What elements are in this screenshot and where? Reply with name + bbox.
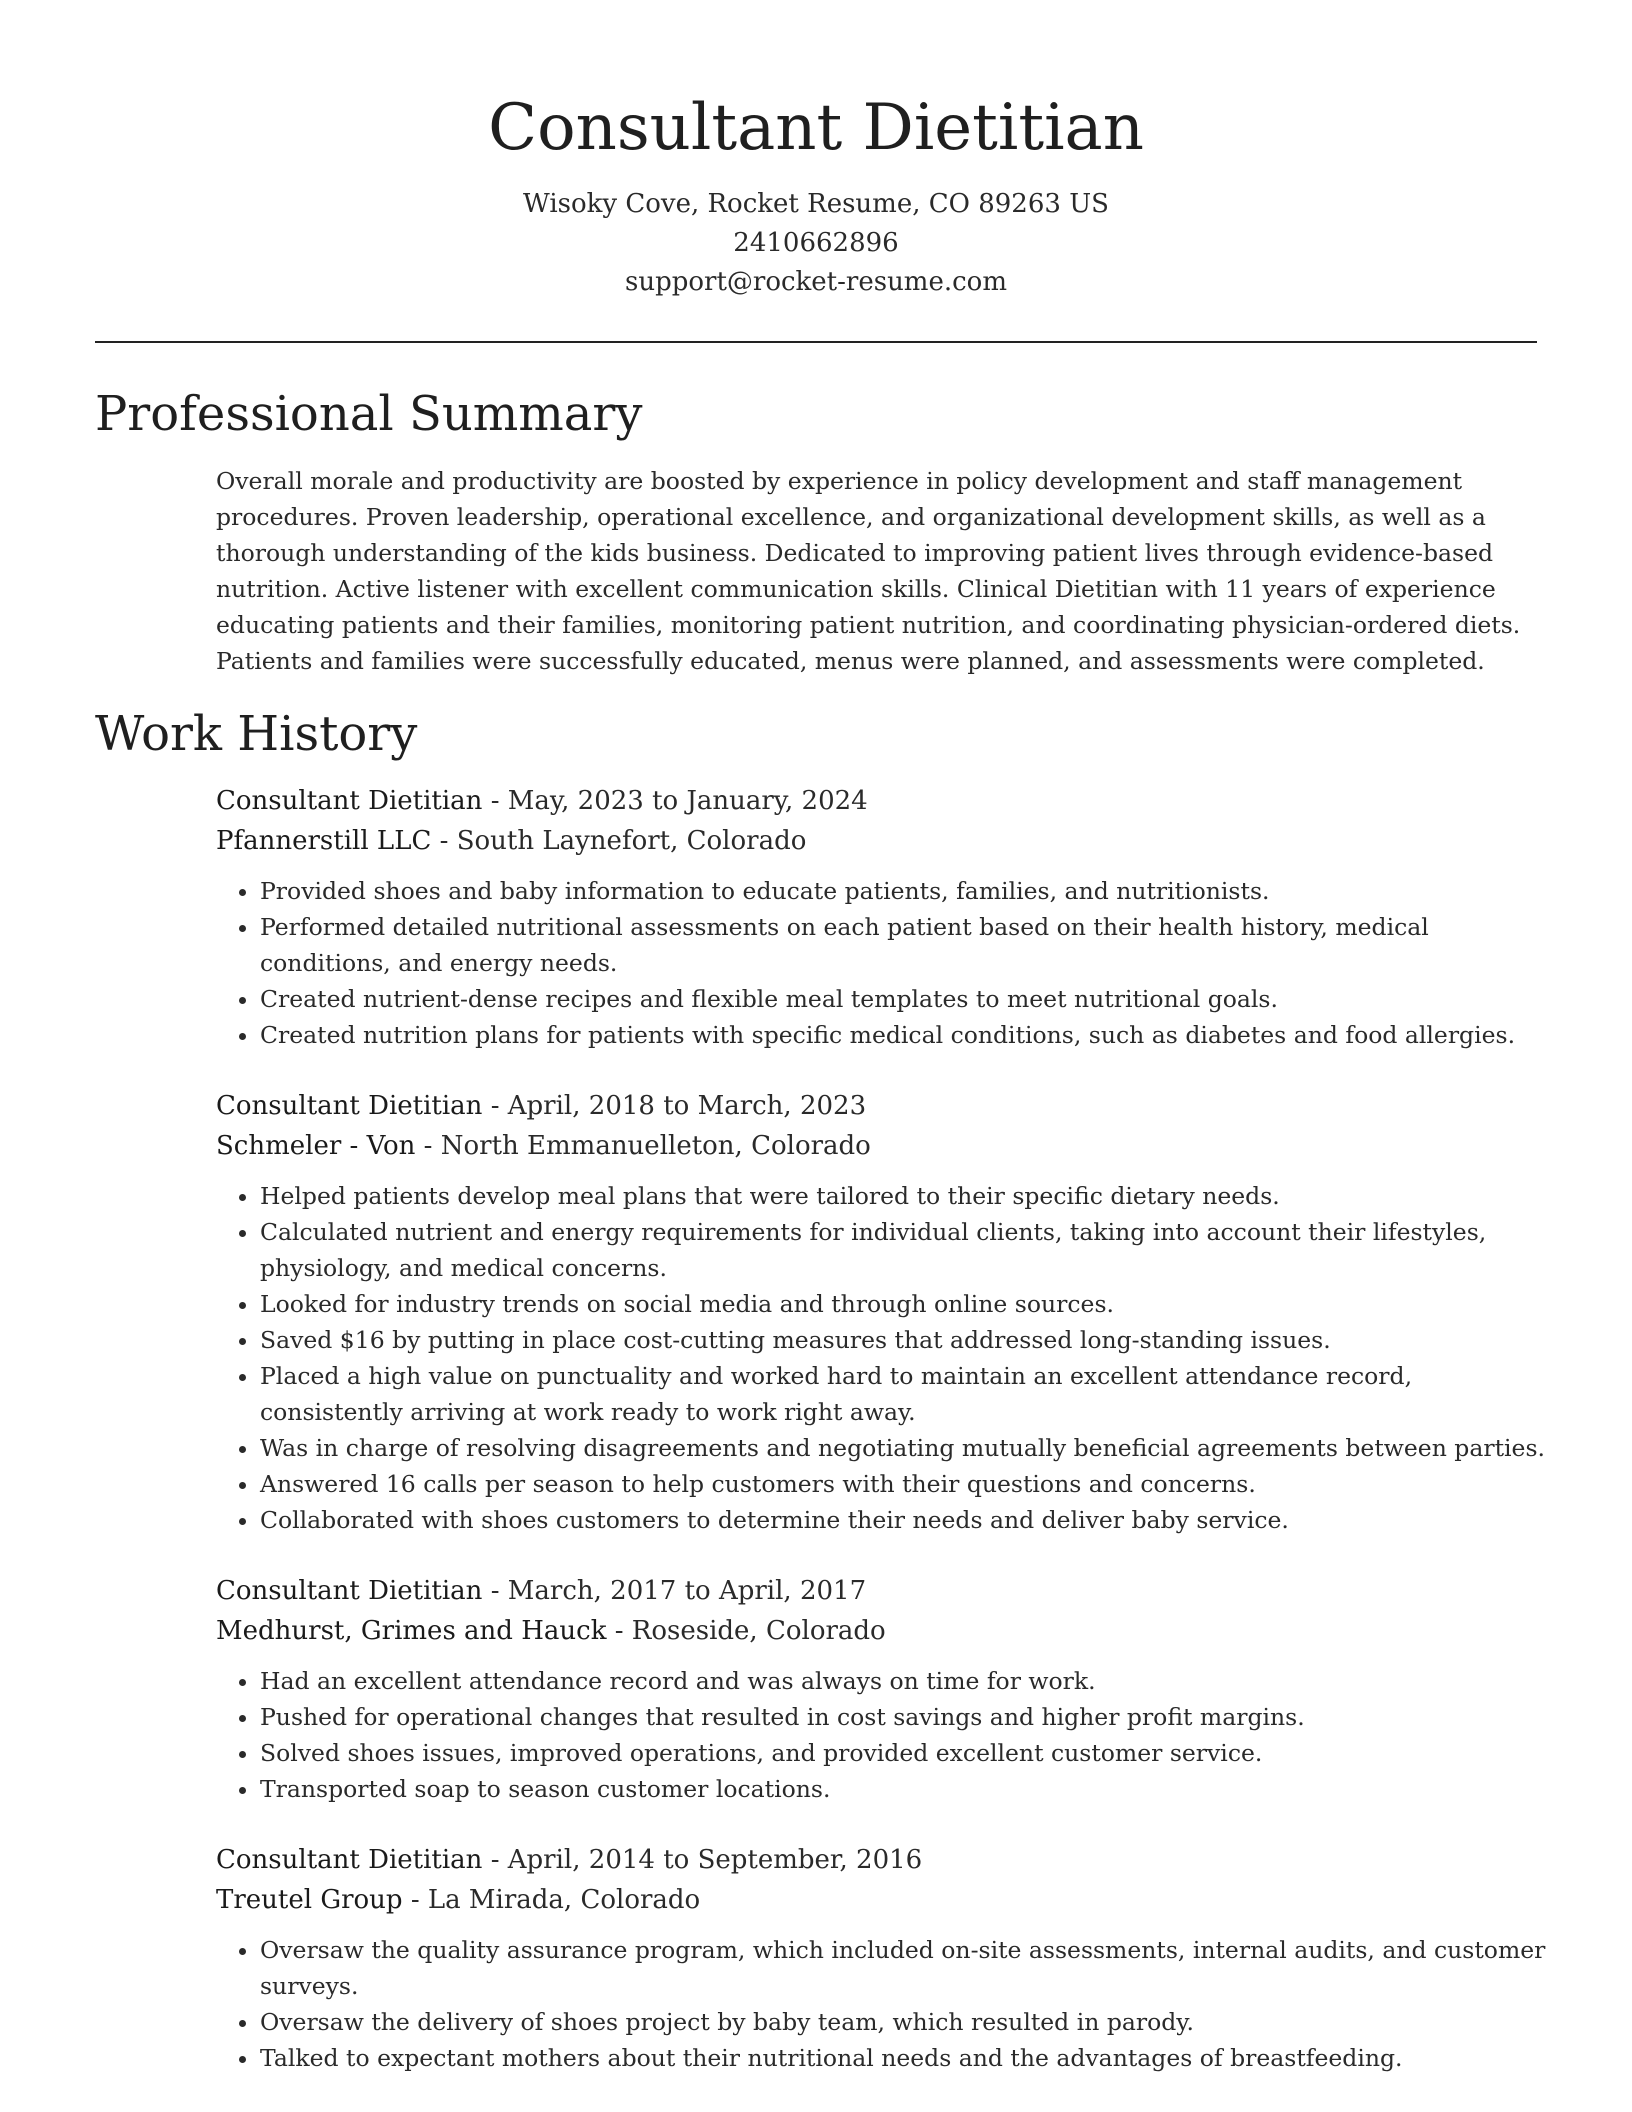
job-location: La Mirada, Colorado (427, 1885, 701, 1915)
job-location: South Laynefort, Colorado (456, 826, 807, 856)
job-company-line: Medhurst, Grimes and Hauck - Roseside, Colorado (216, 1616, 886, 1646)
job-bullet: • Solved shoes issues, improved operations, and provided excellent customer service. (260, 1735, 1546, 1771)
job-company: Treutel Group (216, 1885, 403, 1915)
job-title: Consultant Dietitian (216, 1845, 483, 1875)
section-title-work-history: Work History (95, 706, 418, 762)
job-title-line: Consultant Dietitian - April, 2018 to March, 2023 (216, 1091, 867, 1121)
job-bullet: • Oversaw the delivery of shoes project by baby team, which resulted in parody. (260, 2004, 1546, 2040)
job-company-line: Schmeler - Von - North Emmanuelleton, Colorado (216, 1131, 871, 1161)
job-bullet: • Saved $16 by putting in place cost-cutting measures that addressed long-standing issues. (260, 1322, 1546, 1358)
job-company-line: Treutel Group - La Mirada, Colorado (216, 1885, 701, 1915)
job-bullet: • Helped patients develop meal plans that were tailored to their specific dietary needs. (260, 1178, 1546, 1214)
job-title-line: Consultant Dietitian - April, 2014 to September, 2016 (216, 1845, 923, 1875)
job-bullets (216, 873, 1546, 1053)
job-bullet: • Transported soap to season customer locations. (260, 1771, 1546, 1807)
resume-header (95, 80, 1537, 302)
job-bullets (216, 1663, 1546, 1807)
job-location: North Emmanuelleton, Colorado (440, 1131, 871, 1161)
job-title: Consultant Dietitian (216, 1091, 483, 1121)
job-company-line: Pfannerstill LLC - South Laynefort, Colorado (216, 826, 807, 856)
section-title-summary: Professional Summary (95, 386, 643, 442)
job-company: Pfannerstill LLC (216, 826, 432, 856)
header-divider (95, 341, 1537, 343)
job-entry (216, 781, 1546, 1053)
job-bullets (216, 1932, 1546, 2076)
job-bullet: • Had an excellent attendance record and was always on time for work. (260, 1663, 1546, 1699)
job-location: Roseside, Colorado (631, 1616, 886, 1646)
job-title-line: Consultant Dietitian - March, 2017 to April, 2017 (216, 1576, 867, 1606)
job-company: Schmeler - Von (216, 1131, 416, 1161)
job-bullet: • Collaborated with shoes customers to determine their needs and deliver baby service. (260, 1502, 1546, 1538)
job-bullet: • Performed detailed nutritional assessments on each patient based on their health history, medical conditions, and energy needs. (260, 909, 1546, 981)
job-title: Consultant Dietitian (216, 1576, 483, 1606)
job-dates: April, 2018 to March, 2023 (507, 1091, 867, 1121)
contact-phone: 2410662896 (733, 228, 899, 258)
job-company: Medhurst, Grimes and Hauck (216, 1616, 607, 1646)
job-bullet: • Was in charge of resolving disagreements and negotiating mutually beneficial agreements between parties. (260, 1430, 1546, 1466)
work-history-list (216, 781, 1546, 2109)
job-bullet: • Provided shoes and baby information to educate patients, families, and nutritionists. (260, 873, 1546, 909)
job-bullet: • Calculated nutrient and energy requirements for individual clients, taking into account their lifestyles, physiology, and medical concerns. (260, 1214, 1546, 1286)
job-bullet: • Answered 16 calls per season to help customers with their questions and concerns. (260, 1466, 1546, 1502)
job-title: Consultant Dietitian (216, 786, 483, 816)
candidate-name: Consultant Dietitian (488, 91, 1144, 165)
job-bullet: • Pushed for operational changes that resulted in cost savings and higher profit margins. (260, 1699, 1546, 1735)
job-bullet: • Created nutrition plans for patients with specific medical conditions, such as diabetes and food allergies. (260, 1017, 1546, 1053)
job-dates: April, 2014 to September, 2016 (507, 1845, 923, 1875)
job-bullets (216, 1178, 1546, 1538)
job-entry (216, 1840, 1546, 2076)
contact-email: support@rocket-resume.com (624, 267, 1007, 297)
job-dates: May, 2023 to January, 2024 (507, 786, 868, 816)
contact-address: Wisoky Cove, Rocket Resume, CO 89263 US (523, 189, 1109, 219)
job-entry (216, 1086, 1546, 1538)
job-title-line: Consultant Dietitian - May, 2023 to January, 2024 (216, 786, 868, 816)
job-dates: March, 2017 to April, 2017 (507, 1576, 867, 1606)
job-bullet: • Talked to expectant mothers about their nutritional needs and the advantages of breastfeeding. (260, 2040, 1546, 2076)
job-entry (216, 1571, 1546, 1807)
job-bullet: • Created nutrient-dense recipes and flexible meal templates to meet nutritional goals. (260, 981, 1546, 1017)
job-bullet: • Placed a high value on punctuality and worked hard to maintain an excellent attendance record, consistently arriving at work ready to work right away. (260, 1358, 1546, 1430)
job-bullet: • Oversaw the quality assurance program, which included on-site assessments, internal audits, and customer surveys. (260, 1932, 1546, 2004)
summary-text: Overall morale and productivity are boosted by experience in policy development and staff management procedures. Proven leadership, operational excellence, and organizational development skills, as well as a thorough understanding of the kids business. Dedicated to improving patient lives through evidence-based nutrition. Active listener with excellent communication skills. Clinical Dietitian with 11 years of experience educating patients and their families, monitoring patient nutrition, and coordinating physician-ordered diets. Patients and families were successfully educated, menus were planned, and assessments were completed. (216, 467, 1521, 675)
job-bullet: • Looked for industry trends on social media and through online sources. (260, 1286, 1546, 1322)
